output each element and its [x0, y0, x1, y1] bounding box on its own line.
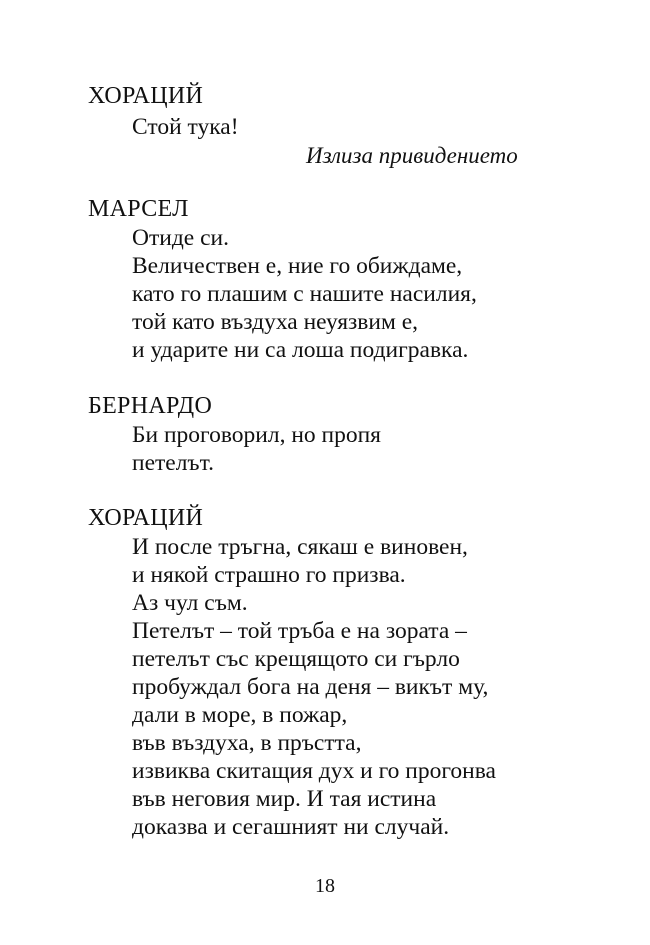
- stage-direction: Излиза привидението: [306, 143, 518, 168]
- verse-line: във въздуха, в пръстта,: [132, 730, 362, 756]
- speaker-name: МАРСЕЛ: [88, 196, 189, 222]
- verse-line: пробуждал бога на деня – викът му,: [132, 674, 489, 700]
- speech-lines: [132, 224, 477, 364]
- speaker-name: ХОРАЦИЙ: [88, 83, 204, 109]
- verse-line: петелът със крещящото си гърло: [132, 646, 460, 672]
- verse-line: Би проговорил, но пропя: [132, 422, 381, 448]
- verse-line: дали в море, в пожар,: [132, 702, 348, 728]
- verse-line: и някой страшно го призва.: [132, 562, 406, 588]
- verse-line: Аз чул съм.: [132, 590, 248, 616]
- page-number: 18: [315, 875, 335, 897]
- verse-line: доказва и сегашният ни случай.: [132, 814, 450, 840]
- speaker-name: ХОРАЦИЙ: [88, 505, 204, 531]
- speaker-name: БЕРНАРДО: [88, 393, 213, 419]
- speech-lines: [132, 113, 239, 141]
- verse-line: като го плашим с нашите насилия,: [132, 281, 477, 307]
- verse-line: Стой тука!: [132, 114, 239, 140]
- verse-line: Отиде си.: [132, 225, 229, 251]
- verse-line: и ударите ни са лоша подигравка.: [132, 337, 469, 363]
- speech-lines: [132, 533, 496, 841]
- verse-line: той като въздуха неуязвим е,: [132, 309, 419, 335]
- verse-line: петелът.: [132, 450, 214, 476]
- verse-line: И после тръгна, сякаш е виновен,: [132, 534, 468, 560]
- verse-line: Петелът – той тръба е на зората –: [132, 618, 467, 644]
- verse-line: извиква скитащия дух и го прогонва: [132, 758, 496, 784]
- verse-line: Величествен е, ние го обиждаме,: [132, 253, 463, 279]
- verse-line: във неговия мир. И тая истина: [132, 786, 437, 812]
- speech-lines: [132, 421, 381, 477]
